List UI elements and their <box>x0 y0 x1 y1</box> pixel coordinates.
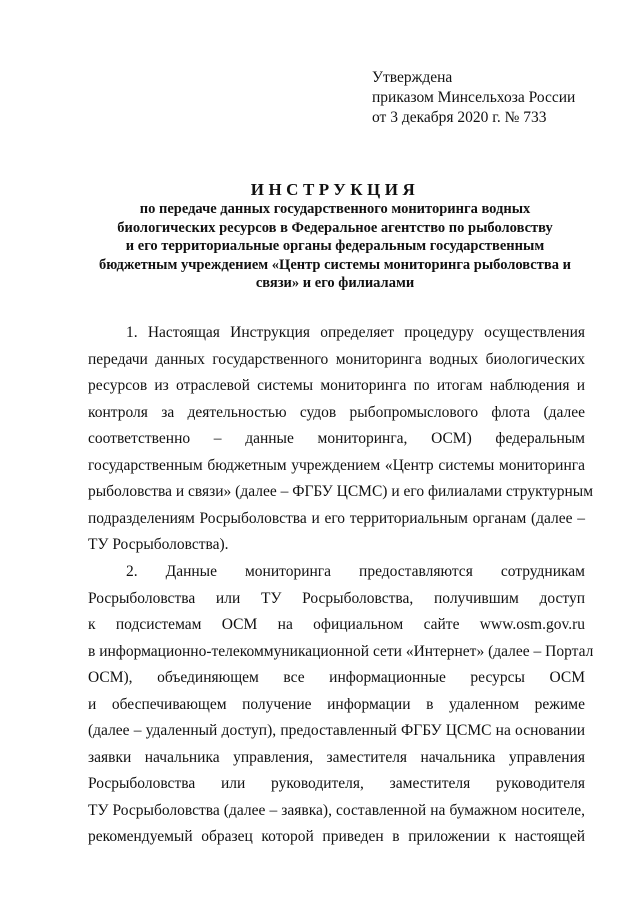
text-line: к подсистемам ОСМ на официальном сайте www.osm.gov.ru <box>88 616 585 633</box>
paragraph-1 <box>88 320 593 559</box>
text-line: соответственно – данные мониторинга, ОСМ) федеральным <box>88 430 585 447</box>
text-line: ТУ Росрыболовства (далее – заявка), составленной на бумажном носителе, <box>88 801 585 819</box>
text-line: государственным бюджетным учреждением «Центр системы мониторинга <box>88 456 585 474</box>
text-line: подразделениям Росрыболовства и его территориальным органам (далее – <box>88 509 585 527</box>
text-line: заявки начальника управления, заместителя начальника управления <box>88 748 585 766</box>
approval-line-1: Утверждена <box>372 69 453 86</box>
approval-line-2: приказом Минсельхоза России <box>372 89 576 106</box>
text-line: передачи данных государственного мониторинга водных биологических <box>88 350 585 368</box>
document-title: ИНСТРУКЦИЯ <box>250 180 420 199</box>
subtitle-line: биологических ресурсов в Федеральное агентство по рыболовству <box>117 219 553 236</box>
text-line: ТУ Росрыболовства). <box>88 536 229 553</box>
text-line: 2. Данные мониторинга предоставляются сотрудникам <box>126 563 585 580</box>
approval-stamp <box>372 68 575 128</box>
text-line: ресурсов из отраслевой системы мониторинга по итогам наблюдения и <box>88 377 585 394</box>
subtitle-line: бюджетным учреждением «Центр системы мониторинга рыболовства и <box>99 256 571 273</box>
subtitle-line: по передаче данных государственного мониторинга водных <box>139 201 531 217</box>
text-line: и обеспечивающем получение информации в удаленном режиме <box>88 695 585 713</box>
document-heading <box>70 180 600 293</box>
text-line: Росрыболовства или ТУ Росрыболовства, получившим доступ <box>88 589 585 607</box>
text-line: 1. Настоящая Инструкция определяет процедуру осуществления <box>126 324 585 341</box>
approval-line-3: от 3 декабря 2020 г. № 733 <box>372 109 547 126</box>
text-line: ОСМ), объединяющем все информационные ресурсы ОСМ <box>88 669 585 686</box>
subtitle-line: связи» и его филиалами <box>255 275 415 291</box>
text-line: рыболовства и связи» (далее – ФГБУ ЦСМС) и его филиалами структурным <box>88 483 593 500</box>
text-line: контроля за деятельностью судов рыбопромыслового флота (далее <box>88 403 585 421</box>
text-line: Росрыболовства или руководителя, заместителя руководителя <box>88 775 585 792</box>
text-line: в информационно-телекоммуникационной сети «Интернет» (далее – Портал <box>88 642 594 660</box>
text-line: (далее – удаленный доступ), предоставленный ФГБУ ЦСМС на основании <box>88 722 585 739</box>
text-line: рекомендуемый образец которой приведен в приложении к настоящей <box>88 828 585 845</box>
paragraph-2 <box>88 559 594 851</box>
subtitle-line: и его территориальные органы федеральным государственным <box>125 238 545 254</box>
